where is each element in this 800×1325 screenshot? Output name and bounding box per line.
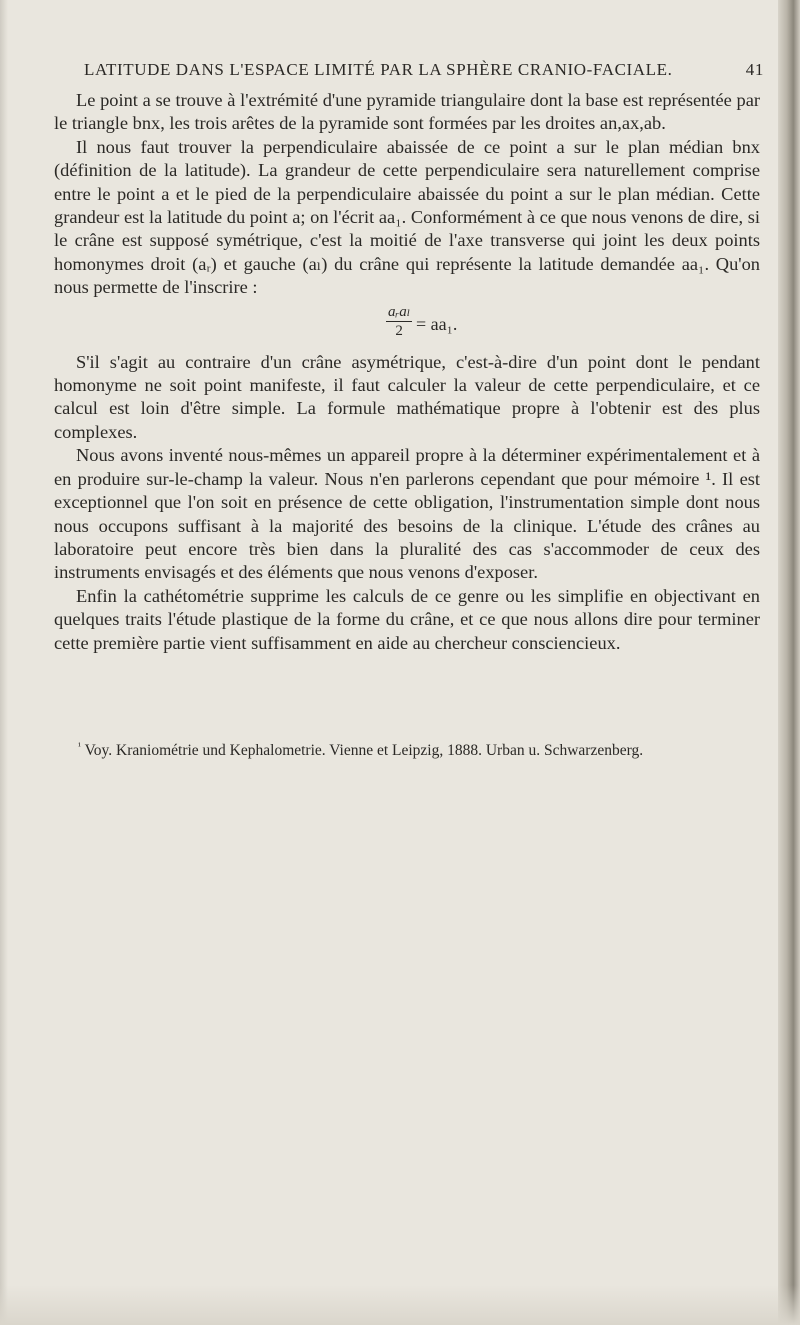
footnote-text: Voy. Kraniométrie und Kephalometrie. Vienne et Leipzig, 1888. Urban u. Schwarzenberg.	[84, 742, 644, 760]
page-bottom-shadow	[0, 1285, 800, 1325]
formula-numerator: aᵣaₗ	[388, 303, 411, 320]
formula-rhs: = aa₁.	[416, 313, 458, 334]
paragraph-3: S'il s'agit au contraire d'un crâne asymétrique, c'est-à-dire d'un point dont le pendant homonyme ne soit point manifeste, il faut calculer la valeur de cette perpendiculaire, et ce calcul est loin d'être simple. La formule mathématique propre à l'obtenir est des plus complexes.	[54, 351, 760, 442]
footnote	[78, 737, 758, 761]
body-text	[54, 89, 760, 655]
paragraph-5: Enfin la cathétométrie supprime les calculs de ce genre ou les simplifie en objectivant en quelques traits l'étude plastique de la forme du crâne, et ce que nous allons dire pour terminer cette première partie vient suffisamment en aide au chercheur consciencieux.	[54, 585, 760, 653]
footnote-marker: ¹	[78, 741, 81, 752]
page-right-edge	[778, 0, 800, 1325]
paragraph-4: Nous avons inventé nous-mêmes un appareil propre à la déterminer expérimentalement et à en produire sur-le-champ la valeur. Nous n'en parlerons cependant que pour mémoire ¹. Il est exceptionnel que l'on soit en présence de cette obligation, l'instrumentation simple dont nous nous occupons suffisant à la majorité des besoins de la clinique. L'étude des crânes au laboratoire peut encore très bien dans la pluralité des cas s'accommoder de ceux des instruments envisagés et des éléments que nous venons d'exposer.	[54, 445, 760, 583]
paragraph-1: Le point a se trouve à l'extrémité d'une pyramide triangulaire dont la base est représentée par le triangle bnx, les trois arêtes de la pyramide sont formées par les droites an,ax,ab.	[54, 90, 760, 134]
page-number: 41	[745, 60, 764, 79]
running-title: LATITUDE DANS L'ESPACE LIMITÉ PAR LA SPHÈRE CRANIO-FACIALE.	[84, 60, 673, 79]
formula-denominator: 2	[395, 322, 403, 339]
formula-fraction	[386, 303, 412, 340]
paragraph-2: Il nous faut trouver la perpendiculaire abaissée de ce point a sur le plan médian bnx (définition de la latitude). La grandeur de cette perpendiculaire sera naturellement comprise entre le point a et le pied de la perpendiculaire abaissée du point a sur le plan médian. Cette grandeur est la latitude du point a; on l'écrit aa₁. Conformément à ce que nous venons de dire, si le crâne est supposé symétrique, c'est la moitié de l'axe transverse qui joint les deux points homonymes droit (aᵣ) et gauche (aₗ) du crâne qui représente la latitude demandée aa₁. Qu'on nous permette de l'inscrire :	[54, 136, 760, 298]
formula	[54, 303, 760, 349]
page-binding-edge	[0, 0, 8, 1325]
